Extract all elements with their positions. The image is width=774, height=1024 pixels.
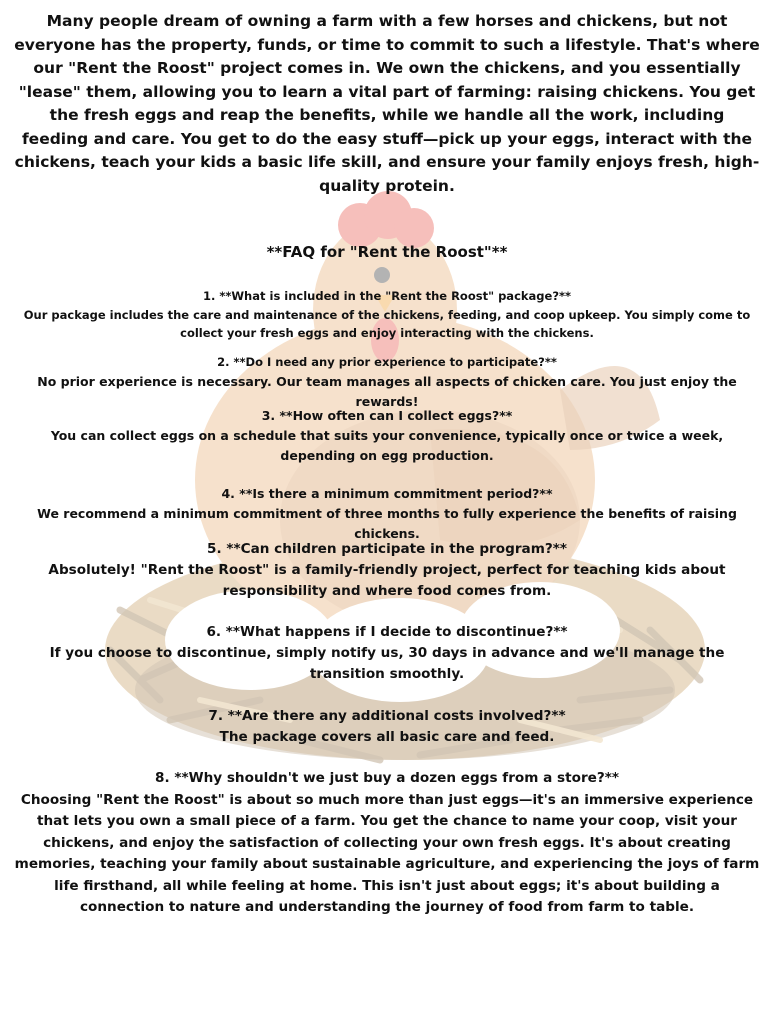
- faq-item-2: [14, 352, 760, 412]
- faq-answer: You can collect eggs on a schedule that suits your convenience, typically once or twice a week, depending on egg production.: [50, 428, 724, 463]
- faq-item-6: [14, 622, 760, 685]
- faq-item-8: [14, 768, 760, 919]
- faq-question: 8. **Why shouldn't we just buy a dozen eggs from a store?**: [155, 770, 619, 786]
- faq-answer: The package covers all basic care and feed.: [219, 729, 555, 745]
- faq-answer: We recommend a minimum commitment of three months to fully experience the benefits of raising chickens.: [37, 506, 737, 541]
- hen-eye: [374, 267, 390, 283]
- intro-paragraph: Many people dream of owning a farm with a few horses and chickens, but not everyone has the property, funds, or time to commit to such a lifestyle. That's where our "Rent the Roost" project comes in. We own the chickens, and you essentially "lease" them, allowing you to learn a vital part of farming: raising chickens. You get the fresh eggs and reap the benefits, while we handle all the work, including feeding and care. You get to do the easy stuff—pick up your eggs, interact with the chickens, teach your kids a basic life skill, and ensure your family enjoys fresh, high-quality protein.: [14, 12, 760, 195]
- faq-question: 5. **Can children participate in the program?**: [207, 541, 567, 557]
- faq-question: 3. **How often can I collect eggs?**: [261, 408, 513, 423]
- faq-question: 6. **What happens if I decide to discontinue?**: [206, 624, 568, 640]
- faq-title: **FAQ for "Rent the Roost"**: [266, 243, 508, 261]
- faq-item-7: [14, 706, 760, 748]
- faq-answer: Choosing "Rent the Roost" is about so much more than just eggs—it's an immersive experience that lets you own a small piece of a farm. You get the chance to name your coop, visit your chickens, and enjoy the satisfaction of collecting your own fresh eggs. It's about creating memories, teaching your family about sustainable agriculture, and experiencing the joys of farm life firsthand, all while feeling at home. This isn't just about eggs; it's about building a connection to nature and understanding the journey of food from farm to table.: [14, 791, 760, 915]
- faq-answer: Absolutely! "Rent the Roost" is a family-friendly project, perfect for teaching kids about responsibility and where food comes from.: [48, 562, 726, 599]
- faq-answer: Our package includes the care and maintenance of the chickens, feeding, and coop upkeep. You simply come to collect your fresh eggs and enjoy interacting with the chickens.: [23, 307, 751, 340]
- faq-item-3: [14, 406, 760, 466]
- faq-question: 4. **Is there a minimum commitment period?**: [221, 486, 553, 501]
- faq-question: 1. **What is included in the "Rent the Roost" package?**: [202, 289, 572, 303]
- faq-answer: No prior experience is necessary. Our team manages all aspects of chicken care. You just enjoy the rewards!: [37, 374, 737, 409]
- faq-item-5: [14, 539, 760, 602]
- faq-question: 7. **Are there any additional costs involved?**: [208, 708, 566, 724]
- faq-item-4: [14, 484, 760, 544]
- faq-answer: If you choose to discontinue, simply notify us, 30 days in advance and we'll manage the transition smoothly.: [49, 645, 725, 682]
- faq-question: 2. **Do I need any prior experience to participate?**: [217, 355, 557, 369]
- faq-item-1: [14, 287, 760, 343]
